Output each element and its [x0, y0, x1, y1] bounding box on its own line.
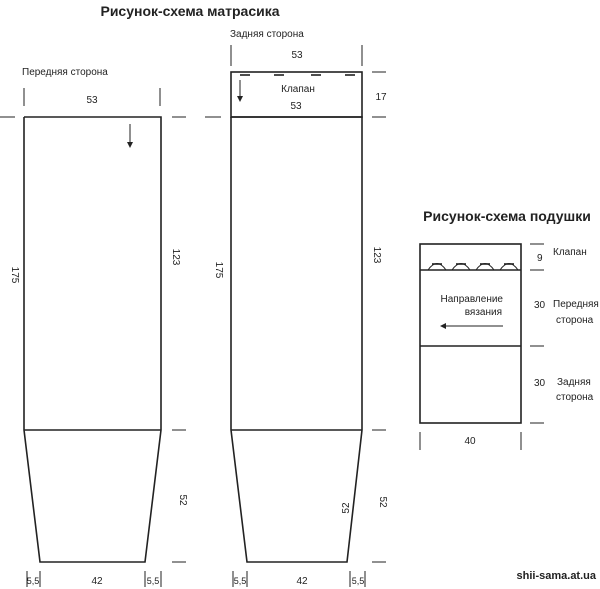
- back-flap-width: 53: [290, 101, 302, 112]
- back-side-label: Задняя сторона: [230, 29, 304, 40]
- back-bottom-width: 42: [296, 576, 308, 587]
- pillow-outline: [420, 244, 521, 423]
- pillow-flap-label: Клапан: [553, 247, 587, 258]
- pillow-direction-line1: Направление: [440, 294, 503, 305]
- front-lower-height: 52: [177, 494, 188, 506]
- pillow-back-label-1: Задняя: [557, 377, 591, 388]
- pillow-title: Рисунок-схема подушки: [423, 208, 591, 224]
- back-arrow-icon: [237, 96, 243, 102]
- pillow-front-label-2: сторона: [556, 315, 594, 326]
- front-outline: [24, 117, 161, 562]
- back-upper-height: 123: [371, 246, 382, 264]
- pillow-flap-height: 9: [537, 253, 543, 264]
- pillow-back-height: 30: [534, 378, 546, 389]
- watermark: shii-sama.at.ua: [516, 570, 596, 582]
- pillow-direction-line2: вязания: [464, 307, 502, 318]
- back-left-step: 5,5: [233, 576, 247, 586]
- mattress-title: Рисунок-схема матрасика: [100, 3, 280, 19]
- back-lower-height: 52: [377, 496, 388, 508]
- back-right-step: 5,5: [351, 576, 365, 586]
- front-top-width: 53: [86, 95, 98, 106]
- mattress-front-piece: [0, 67, 188, 587]
- pillow-piece: [420, 244, 599, 450]
- front-total-height: 175: [9, 266, 20, 284]
- back-total-height: 175: [213, 261, 224, 279]
- pillow-arrow-icon: [440, 323, 446, 329]
- front-right-step: 5,5: [146, 576, 160, 586]
- back-flap-height: 17: [375, 92, 387, 103]
- back-top-width: 53: [291, 50, 303, 61]
- mattress-back-piece: [205, 29, 388, 587]
- front-arrow-icon: [127, 142, 133, 148]
- front-left-step: 5,5: [26, 576, 40, 586]
- front-side-label: Передняя сторона: [22, 67, 108, 78]
- back-flap-label: Клапан: [281, 84, 315, 95]
- pillow-front-height: 30: [534, 300, 546, 311]
- pillow-back-label-2: сторона: [556, 392, 594, 403]
- front-upper-height: 123: [170, 248, 181, 266]
- pillow-front-label-1: Передняя: [553, 299, 599, 310]
- pillow-width: 40: [464, 436, 476, 447]
- back-outline: [231, 117, 362, 562]
- back-lower-height-inner: 52: [341, 502, 352, 514]
- front-bottom-width: 42: [91, 576, 103, 587]
